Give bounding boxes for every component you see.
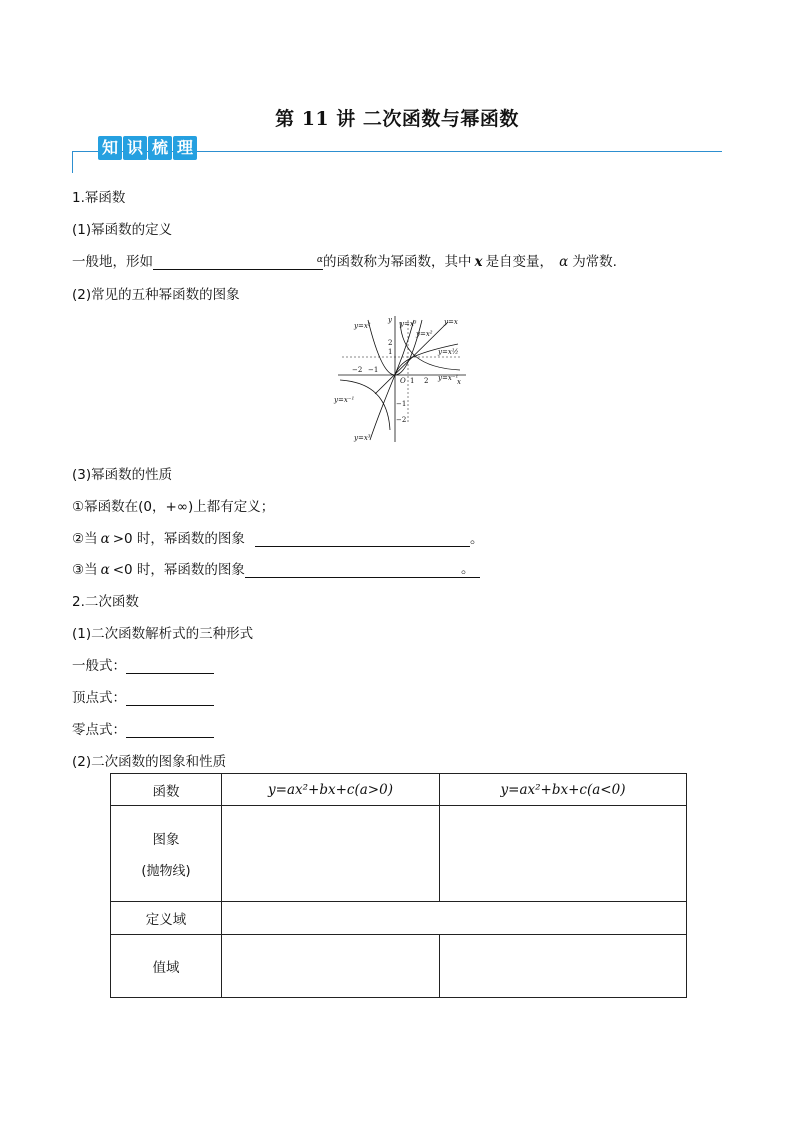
label-inv2: y=x⁻¹ xyxy=(334,396,355,404)
prop2-end: 。 xyxy=(469,531,484,547)
table-header-row xyxy=(111,774,687,806)
forms-heading: (1)二次函数解析式的三种形式 xyxy=(72,626,254,642)
form-vertex-label: 顶点式： xyxy=(72,690,126,706)
section-banner xyxy=(98,136,197,160)
table-heading: (2)二次函数的图象和性质 xyxy=(72,754,227,770)
tick-x2: 2 xyxy=(424,377,429,385)
banner-char: 梳 xyxy=(148,136,172,160)
label-x3b: y=x³ xyxy=(354,434,371,442)
tick-ym2: −2 xyxy=(396,416,407,424)
table-row-domain xyxy=(111,902,687,935)
range-cell-a-negative[interactable] xyxy=(440,935,687,998)
banner-char: 知 xyxy=(98,136,122,160)
section-2-heading: 2.二次函数 xyxy=(72,594,139,610)
property-3 xyxy=(72,557,480,578)
form-vertex-blank[interactable] xyxy=(126,691,214,706)
y-axis-label: y xyxy=(388,316,392,324)
label-inv: y=x⁻¹ xyxy=(438,374,459,382)
graph-heading: (2)常见的五种幂函数的图象 xyxy=(72,287,240,303)
graph-cell-a-negative[interactable] xyxy=(440,806,687,902)
tick-x1: 1 xyxy=(410,377,415,385)
definition-blank[interactable] xyxy=(153,255,323,270)
property-1: ①幂函数在(0，+∞)上都有定义； xyxy=(72,499,275,515)
range-cell-a-positive[interactable] xyxy=(222,935,440,998)
def-alpha: α xyxy=(316,255,323,265)
tick-xm2: −2 xyxy=(352,366,363,374)
property-3-blank[interactable] xyxy=(245,563,461,578)
def-alpha2: α xyxy=(559,254,569,270)
def-suffix: 的函数称为幂函数，其中 xyxy=(323,254,472,270)
banner-char: 理 xyxy=(173,136,197,160)
def-x: x xyxy=(474,254,483,270)
form-general-blank[interactable] xyxy=(126,659,214,674)
prop3-mid: <0 时，幂函数的图象 xyxy=(112,562,245,578)
curve-y-x3 xyxy=(370,320,414,440)
prop2-prefix: ②当 xyxy=(72,531,98,547)
header-function: 函数 xyxy=(111,774,222,806)
form-zero-label: 零点式： xyxy=(72,722,126,738)
form-vertex xyxy=(72,686,214,706)
label-sqrt: y=x½ xyxy=(438,348,459,356)
range-label: 值域 xyxy=(111,935,222,998)
prop2-alpha: α xyxy=(100,531,110,547)
table-row-graph xyxy=(111,806,687,902)
tick-y2: 2 xyxy=(388,339,393,347)
banner-tick xyxy=(72,151,73,173)
def-prefix: 一般地，形如 xyxy=(72,254,153,270)
tick-xm1: −1 xyxy=(368,366,379,374)
row-graph-label xyxy=(111,806,222,902)
power-functions-graph xyxy=(330,312,470,447)
table-row-range xyxy=(111,935,687,998)
label-x: y=x xyxy=(444,318,458,326)
x-axis-label: x xyxy=(457,378,461,386)
domain-cell[interactable] xyxy=(222,902,687,935)
quadratic-properties-table xyxy=(110,773,687,998)
form-general-label: 一般式： xyxy=(72,658,126,674)
parabola-label: (抛物线) xyxy=(141,864,191,879)
def-suffix3: 为常数. xyxy=(572,254,617,270)
form-general xyxy=(72,654,214,674)
tick-ym1: −1 xyxy=(396,400,407,408)
header-a-positive: y=ax²+bx+c(a>0) xyxy=(222,774,440,806)
form-zero xyxy=(72,718,214,738)
prop3-end: 。 xyxy=(461,557,481,578)
graph-cell-a-positive[interactable] xyxy=(222,806,440,902)
origin-label: O xyxy=(400,377,406,385)
graph-label: 图象 xyxy=(152,832,180,848)
domain-label: 定义域 xyxy=(111,902,222,935)
section-1-heading: 1.幂函数 xyxy=(72,190,126,206)
prop3-alpha: α xyxy=(100,562,110,578)
definition-heading: (1)幂函数的定义 xyxy=(72,222,173,238)
tick-y1: 1 xyxy=(388,348,393,356)
banner-char: 识 xyxy=(123,136,147,160)
def-suffix2: 是自变量， xyxy=(485,254,554,270)
label-x2b: y=x² xyxy=(416,330,433,338)
properties-heading: (3)幂函数的性质 xyxy=(72,467,173,483)
header-a-negative: y=ax²+bx+c(a<0) xyxy=(440,774,687,806)
page-title: 第 11 讲 二次函数与幂函数 xyxy=(275,108,519,130)
label-x3: y=x³ xyxy=(400,320,417,328)
prop2-mid: >0 时，幂函数的图象 xyxy=(112,531,245,547)
prop3-prefix: ③当 xyxy=(72,562,98,578)
definition-line xyxy=(72,250,617,270)
form-zero-blank[interactable] xyxy=(126,723,214,738)
property-2 xyxy=(72,527,483,547)
property-2-blank[interactable] xyxy=(255,532,470,547)
label-x2: y=x² xyxy=(354,322,371,330)
